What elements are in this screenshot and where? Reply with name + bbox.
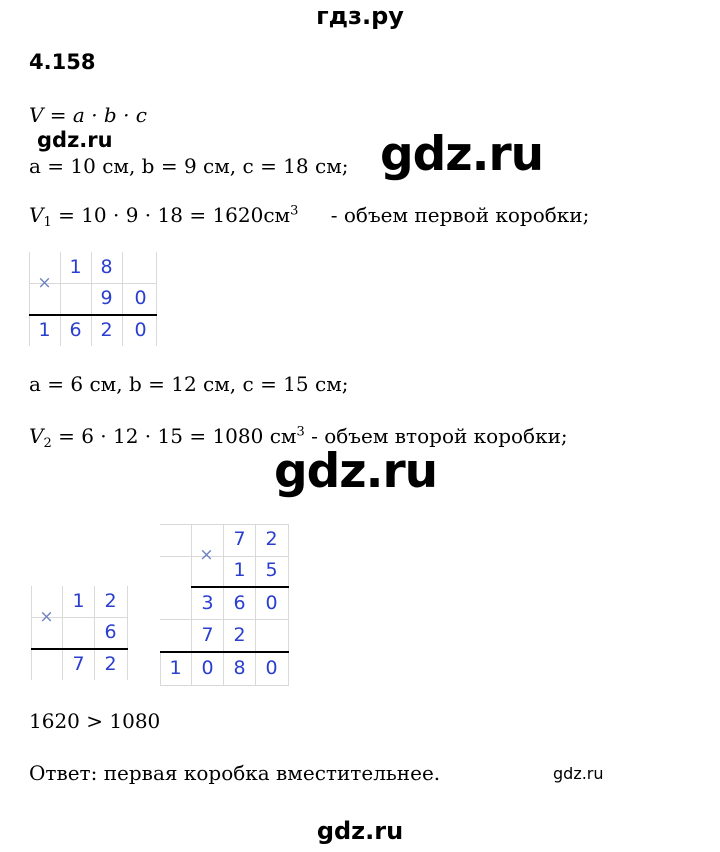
- grid-cell: 6: [104, 621, 117, 643]
- grid-result-cell: 7: [72, 653, 85, 675]
- volume-formula: V = a · b · c: [29, 103, 147, 127]
- grid-cell: 7: [233, 528, 246, 550]
- answer: Ответ: первая коробка вместительнее.: [29, 761, 441, 785]
- box2-multiplication-grid-b: [160, 524, 289, 686]
- volume-expression: = 10 · 9 · 18 = 1620см: [51, 203, 291, 227]
- watermark-big-top: gdz.ru: [380, 127, 544, 182]
- grid-result-cell: 2: [100, 319, 113, 341]
- volume-index: 1: [43, 215, 52, 230]
- box1-volume-line: [29, 203, 589, 230]
- grid-result-cell: 0: [201, 657, 214, 679]
- box1-dimensions: a = 10 см, b = 9 см, c = 18 см;: [29, 154, 349, 178]
- volume-unit-power: 3: [296, 424, 305, 440]
- grid-result-cell: 6: [69, 319, 82, 341]
- grid-cell: 3: [201, 592, 214, 614]
- multiply-sign: ×: [37, 273, 52, 293]
- watermark-small-right: gdz.ru: [553, 764, 604, 783]
- grid-cell: 2: [104, 590, 117, 612]
- grid-cell: 1: [233, 559, 246, 581]
- task-number: 4.158: [29, 50, 96, 74]
- watermark-big-middle: gdz.ru: [274, 444, 438, 499]
- grid-result-cell: 0: [134, 319, 147, 341]
- grid-cell: 8: [100, 256, 113, 278]
- site-title: гдз.ру: [316, 2, 404, 30]
- grid-result-cell: 1: [169, 657, 182, 679]
- multiply-sign: ×: [39, 607, 54, 627]
- volume-index: 2: [43, 436, 52, 451]
- box1-multiplication-grid: [29, 252, 157, 346]
- multiply-sign: ×: [199, 545, 214, 565]
- volume-expression: = 6 · 12 · 15 = 1080 см: [51, 424, 297, 448]
- grid-cell: 0: [265, 592, 278, 614]
- grid-result-cell: 2: [104, 653, 117, 675]
- grid-cell: 0: [134, 287, 147, 309]
- volume-symbol: V: [29, 424, 44, 448]
- box2-dimensions: a = 6 см, b = 12 см, c = 15 см;: [29, 372, 349, 396]
- volume-unit-power: 3: [290, 203, 299, 219]
- grid-cell: 2: [265, 528, 278, 550]
- grid-cell: 9: [100, 287, 113, 309]
- grid-cell: 2: [233, 624, 246, 646]
- watermark-footer: gdz.ru: [316, 817, 404, 845]
- box2-multiplication-grid-a: [31, 586, 128, 680]
- grid-cell: 1: [69, 256, 82, 278]
- volume-note: - объем первой коробки;: [330, 203, 590, 227]
- grid-result-cell: 0: [265, 657, 278, 679]
- grid-cell: 7: [201, 624, 214, 646]
- volume-note: - объем второй коробки;: [304, 424, 568, 448]
- volume-symbol: V: [29, 203, 44, 227]
- grid-result-cell: 1: [38, 319, 51, 341]
- grid-cell: 6: [233, 592, 246, 614]
- watermark-small-top: gdz.ru: [37, 128, 113, 152]
- grid-result-cell: 8: [233, 657, 246, 679]
- comparison: 1620 > 1080: [29, 709, 161, 733]
- grid-cell: 1: [72, 590, 85, 612]
- grid-cell: 5: [265, 559, 278, 581]
